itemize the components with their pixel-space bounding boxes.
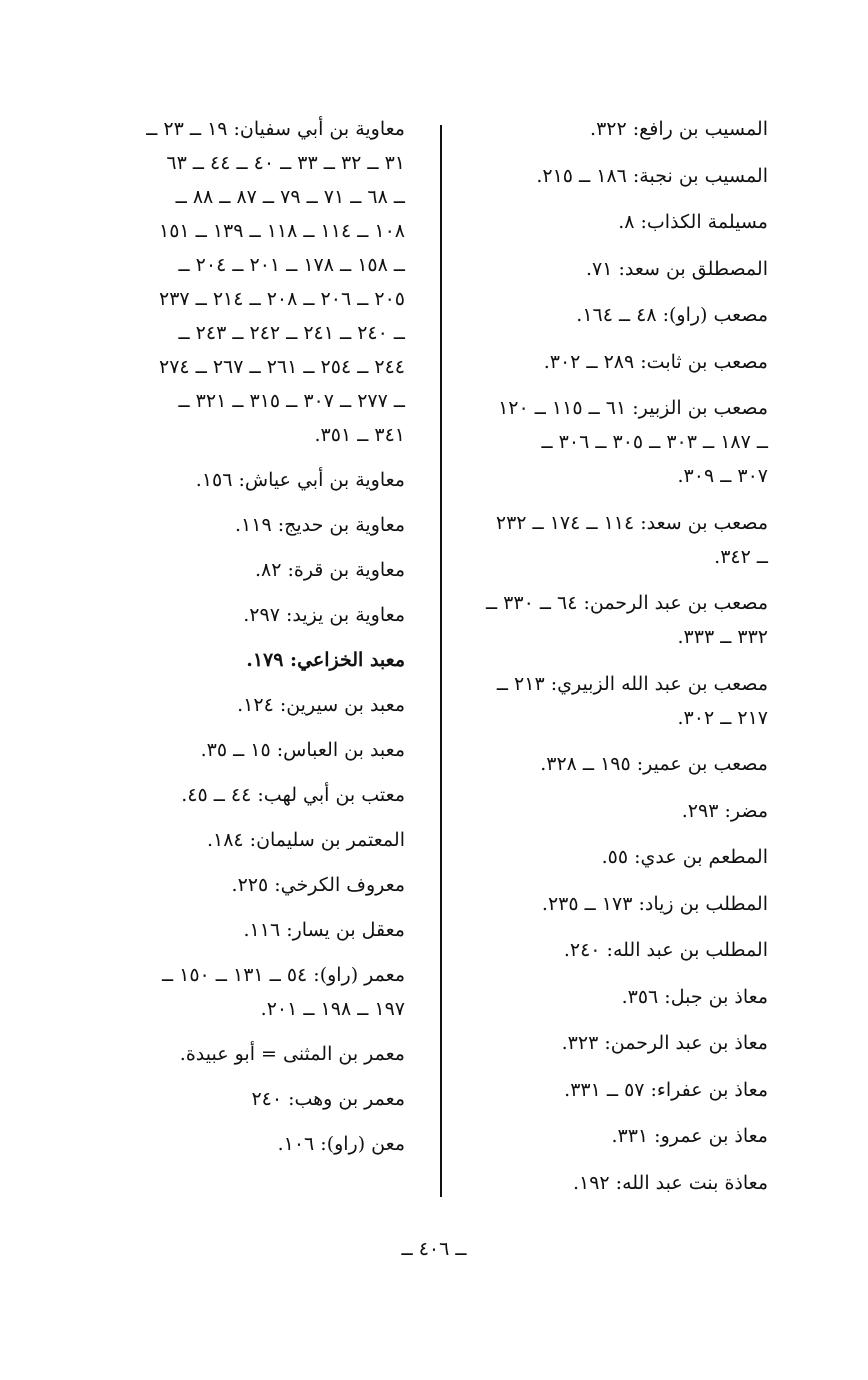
index-entry: [95, 1127, 405, 1161]
index-entry-line: ٣١ ــ ٣٢ ــ ٣٣ ــ ٤٠ ــ ٤٤ ــ ٦٣: [166, 152, 405, 174]
index-entry-line: ١٩٧ ــ ١٩٨ ــ ٢٠١.: [260, 998, 405, 1020]
index-entry: [446, 1026, 768, 1060]
index-entry: [446, 980, 768, 1014]
index-entry: [95, 958, 405, 1026]
index-entry-line: ــ ٣٤٢.: [714, 545, 768, 568]
index-entry: [446, 112, 768, 146]
index-entry-line: مصعب بن عبد الله الزبيري: ٢١٣ ــ: [496, 672, 768, 695]
index-entry: [95, 733, 405, 767]
index-entry-line: ــ ١٥٨ ــ ١٧٨ ــ ٢٠١ ــ ٢٠٤ ــ: [178, 254, 405, 276]
index-entry: [446, 667, 768, 735]
index-entry-line: معتب بن أبي لهب: ٤٤ ــ ٤٥.: [181, 784, 405, 806]
index-entry: [446, 205, 768, 239]
index-entry: [446, 506, 768, 574]
index-entry-line: معمر بن وهب: ٢٤٠: [251, 1088, 405, 1110]
index-entry-line: مصعب (راو): ٤٨ ــ ١٦٤.: [576, 304, 768, 326]
index-entry: [446, 159, 768, 193]
index-entry-line: معاوية بن حديج: ١١٩.: [235, 514, 405, 536]
index-entry-line: المصطلق بن سعد: ٧١.: [585, 257, 768, 280]
index-entry-line: ٢٠٥ ــ ٢٠٦ ــ ٢٠٨ ــ ٢١٤ ــ ٢٣٧: [159, 288, 405, 310]
index-entry-line: ــ ١٨٧ ــ ٣٠٣ ــ ٣٠٥ ــ ٣٠٦ ــ: [541, 431, 768, 453]
index-entry-line: المعتمر بن سليمان: ١٨٤.: [206, 829, 405, 851]
index-entry: [446, 391, 768, 493]
index-entry-line: معمر بن المثنى = أبو عبيدة.: [179, 1043, 405, 1065]
index-entry-line: المطلب بن زياد: ١٧٣ ــ ٢٣٥.: [541, 892, 768, 915]
index-column-right: [446, 112, 768, 1212]
index-entry-line: معروف الكرخي: ٢٢٥.: [231, 874, 405, 896]
index-column-left: [95, 112, 405, 1172]
index-entry-line: مسيلمة الكذاب: ٨.: [618, 211, 768, 233]
index-entry: [446, 252, 768, 286]
index-entry: [95, 778, 405, 812]
index-entry-line: مصعب بن سعد: ١١٤ ــ ١٧٤ ــ ٢٣٢: [495, 511, 768, 534]
index-entry-line: المسيب بن نجبة: ١٨٦ ــ ٢١٥.: [536, 164, 768, 187]
index-entry: [95, 913, 405, 947]
index-entry-line: معاوية بن يزيد: ٢٩٧.: [243, 604, 405, 626]
index-entry-line: ٢٤٤ ــ ٢٥٤ ــ ٢٦١ ــ ٢٦٧ ــ ٢٧٤: [159, 356, 405, 378]
index-entry-line: مصعب بن عمير: ١٩٥ ــ ٣٢٨.: [540, 753, 768, 775]
index-entry-line: معاذ بن عفراء: ٥٧ ــ ٣٣١.: [564, 1078, 768, 1101]
index-entry: [95, 868, 405, 902]
index-entry: [95, 463, 405, 497]
index-entry: [95, 1037, 405, 1071]
index-entry: [446, 840, 768, 874]
index-entry: [95, 643, 405, 677]
index-entry: [446, 1073, 768, 1107]
column-divider: [440, 125, 442, 1197]
index-entry-line: ٣٣٢ ــ ٣٣٣.: [677, 626, 768, 648]
index-entry-line: معقل بن يسار: ١١٦.: [243, 919, 405, 941]
index-entry-line: معاذ بن عبد الرحمن: ٣٢٣.: [561, 1032, 768, 1054]
index-entry: [446, 1119, 768, 1153]
index-entry-line: ١٠٨ ــ ١١٤ ــ ١١٨ ــ ١٣٩ ــ ١٥١: [159, 220, 405, 242]
index-entry-line: معمر (راو): ٥٤ ــ ١٣١ ــ ١٥٠ ــ: [161, 964, 405, 986]
index-entry: [95, 112, 405, 452]
index-entry-line: معبد الخزاعي: ١٧٩.: [246, 649, 405, 671]
index-entry-line: ــ ٢٤٠ ــ ٢٤١ ــ ٢٤٢ ــ ٢٤٣ ــ: [178, 322, 405, 344]
index-entry: [446, 1166, 768, 1200]
page-number: ــ ٤٠٦ ــ: [401, 1238, 467, 1260]
index-entry-line: معبد بن سيرين: ١٢٤.: [237, 694, 405, 716]
index-entry: [446, 933, 768, 967]
index-entry-line: مصعب بن عبد الرحمن: ٦٤ ــ ٣٣٠ ــ: [485, 592, 768, 614]
index-entry: [446, 747, 768, 781]
index-entry: [446, 298, 768, 332]
index-entry-line: معاذ بن جبل: ٣٥٦.: [621, 985, 768, 1008]
index-entry-line: مصعب بن ثابت: ٢٨٩ ــ ٣٠٢.: [543, 350, 768, 373]
index-entry: [446, 887, 768, 921]
index-entry-line: ٣٠٧ ــ ٣٠٩.: [677, 465, 768, 487]
index-entry-line: ــ ٦٨ ــ ٧١ ــ ٧٩ ــ ٨٧ ــ ٨٨ ــ: [175, 186, 405, 208]
index-entry-line: مضر: ٢٩٣.: [681, 799, 768, 822]
index-entry-line: ٢١٧ ــ ٣٠٢.: [677, 706, 768, 729]
index-entry-line: معاوية بن أبي عياش: ١٥٦.: [195, 469, 405, 491]
index-entry-line: معاوية بن أبي سفيان: ١٩ ــ ٢٣ ــ: [146, 118, 405, 140]
index-entry: [95, 823, 405, 857]
index-entry: [446, 345, 768, 379]
index-entry-line: معن (راو): ١٠٦.: [277, 1133, 405, 1155]
index-entry: [446, 794, 768, 828]
index-entry-line: معاذ بن عمرو: ٣٣١.: [611, 1125, 768, 1147]
index-entry-line: معبد بن العباس: ١٥ ــ ٣٥.: [200, 739, 405, 761]
index-entry-line: المطلب بن عبد الله: ٢٤٠.: [563, 939, 768, 961]
index-entry: [95, 508, 405, 542]
index-entry: [95, 598, 405, 632]
index-entry-line: معاوية بن قرة: ٨٢.: [254, 559, 405, 581]
index-entry-line: ٣٤١ ــ ٣٥١.: [314, 424, 405, 446]
index-entry: [95, 688, 405, 722]
index-entry-line: المسيب بن رافع: ٣٢٢.: [590, 118, 768, 140]
index-entry-line: ــ ٢٧٧ ــ ٣٠٧ ــ ٣١٥ ــ ٣٢١ ــ: [178, 390, 405, 412]
index-entry-line: معاذة بنت عبد الله: ١٩٢.: [572, 1171, 768, 1194]
index-entry-line: المطعم بن عدي: ٥٥.: [601, 846, 768, 868]
index-entry: [95, 553, 405, 587]
index-entry: [95, 1082, 405, 1116]
index-entry-line: مصعب بن الزبير: ٦١ ــ ١١٥ ــ ١٢٠: [498, 397, 768, 419]
index-entry: [446, 586, 768, 654]
